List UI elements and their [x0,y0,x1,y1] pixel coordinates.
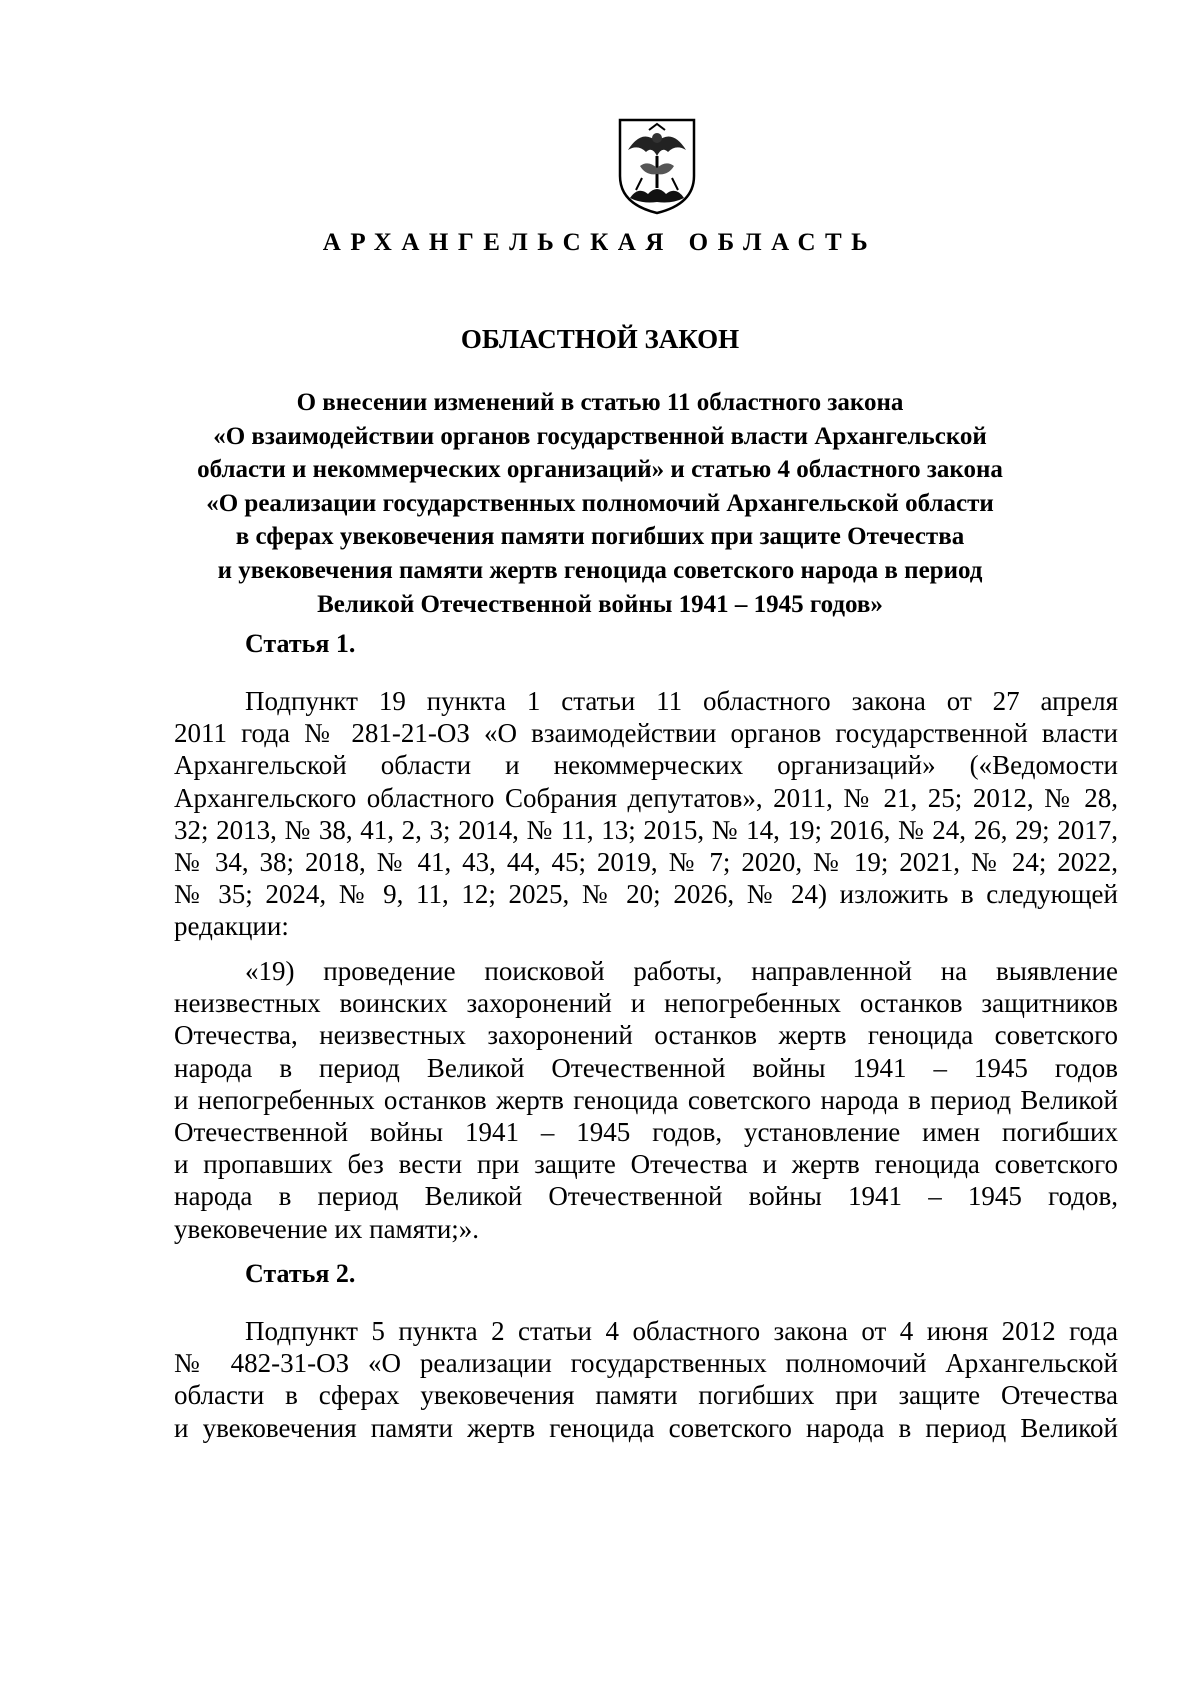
title-line: Великой Отечественной войны 1941 – 1945 годов» [317,590,883,618]
article-1-heading: Статья 1. [245,629,356,658]
text-line: Отечества, неизвестных захоронений останков жертв геноцида советского [174,1020,1118,1051]
text-line: Подпункт 19 пункта 1 статьи 11 областного закона от 27 апреля [245,686,1118,716]
text-line: редакции: [174,911,289,942]
region-name: АРХАНГЕЛЬСКАЯ ОБЛАСТЬ [322,229,878,256]
title-line: и увековечения памяти жертв геноцида советского народа в период [217,556,983,584]
text-line: № 482-31-ОЗ «О реализации государственных полномочий Архангельской [174,1348,1118,1379]
article-1-paragraph-2 [174,955,1118,1245]
title-line: в сферах увековечения памяти погибших при защите Отечества [235,523,965,551]
title-line: области и некоммерческих организаций» и статью 4 областного закона [197,456,1003,484]
article-2-paragraph-1 [174,1315,1118,1444]
text-line: народа в период Великой Отечественной войны 1941 – 1945 годов, [174,1181,1118,1212]
text-line: увековечение их памяти;». [174,1213,480,1244]
text-line: и пропавших без вести при защите Отечества и жертв геноцида советского [174,1149,1118,1180]
text-line: неизвестных воинских захоронений и непогребенных останков защитников [174,988,1118,1019]
text-line: Подпункт 5 пункта 2 статьи 4 областного закона от 4 июня 2012 года [245,1316,1118,1346]
text-line: 2011 года № 281-21-ОЗ «О взаимодействии органов государственной власти [174,718,1118,749]
text-line: Отечественной войны 1941 – 1945 годов, установление имен погибших [174,1117,1118,1148]
text-line: Архангельской области и некоммерческих организаций» («Ведомости [174,750,1118,781]
text-line: № 34, 38; 2018, № 41, 43, 44, 45; 2019, № 7; 2020, № 19; 2021, № 24; 2022, [174,847,1118,878]
article-2-heading: Статья 2. [245,1259,356,1288]
text-line: народа в период Великой Отечественной войны 1941 – 1945 годов [174,1052,1118,1083]
title-line: «О реализации государственных полномочий Архангельской области [206,489,994,517]
text-line: Архангельского областного Собрания депутатов», 2011, № 21, 25; 2012, № 28, [174,782,1118,813]
title-line: «О взаимодействии органов государственной власти Архангельской [213,422,987,450]
article-1-paragraph-1 [174,685,1118,943]
text-line: № 35; 2024, № 9, 11, 12; 2025, № 20; 2026, № 24) изложить в следующей [174,879,1118,910]
document-type: ОБЛАСТНОЙ ЗАКОН [460,324,740,354]
text-line: и увековечения памяти жертв геноцида советского народа в период Великой [174,1412,1118,1443]
law-title [170,386,1030,621]
coat-of-arms-icon [616,116,698,216]
text-line: и непогребенных останков жертв геноцида советского народа в период Великой [174,1084,1118,1115]
text-line: 32; 2013, № 38, 41, 2, 3; 2014, № 11, 13; 2015, № 14, 19; 2016, № 24, 26, 29; 2017, [174,814,1118,845]
text-line: области в сферах увековечения памяти погибших при защите Отечества [174,1380,1118,1411]
title-line: О внесении изменений в статью 11 областного закона [296,389,904,416]
text-line: «19) проведение поисковой работы, направленной на выявление [245,956,1118,986]
